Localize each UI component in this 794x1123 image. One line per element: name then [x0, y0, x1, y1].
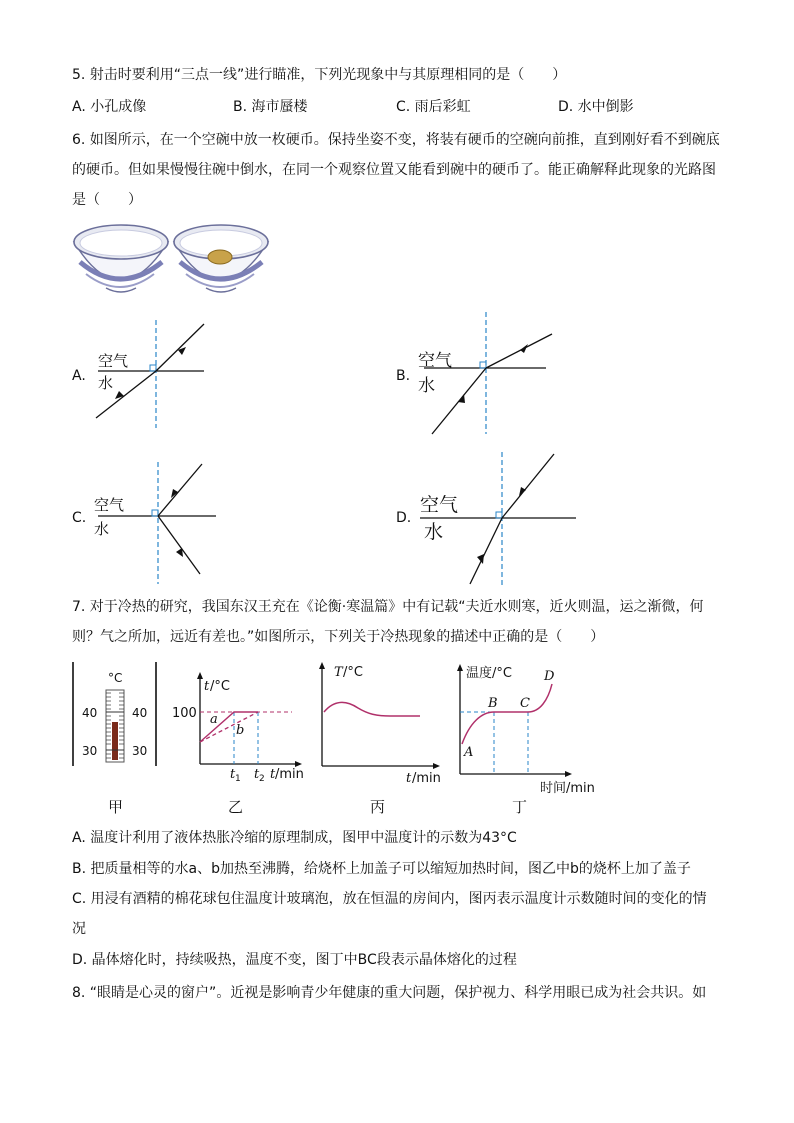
fig-ding-xlabel: 时间/min — [540, 781, 595, 796]
fig-bing-chart — [314, 660, 444, 786]
q6-diagram-c-air-label: 空气 — [94, 496, 125, 514]
bowls-illustration — [72, 220, 272, 298]
fig-yi-ylabel-unit: /°C — [210, 679, 230, 694]
fig-yi-xlabel-unit: /min — [275, 767, 304, 782]
bowl-with-coin — [174, 225, 268, 292]
q5-option-c: C. 雨后彩虹 — [396, 99, 471, 115]
q6-option-c-letter: C. — [72, 510, 87, 526]
q6-option-b-letter: B. — [396, 368, 411, 384]
q5-option-b: B. 海市蜃楼 — [233, 99, 308, 115]
q6-diagram-b-air-label: 空气 — [418, 351, 452, 371]
q6-diagram-a-water-label: 水 — [98, 374, 114, 392]
q6-option-a-letter: A. — [72, 368, 86, 384]
fig-jia-tick-30-right: 30 — [132, 744, 148, 758]
fig-bing-caption: 丙 — [370, 798, 386, 816]
fig-yi-curve-b-label: b — [236, 723, 245, 738]
q6-stem-line-3: 是（ ） — [72, 192, 142, 208]
q7-stem-line-1: 7. 对于冷热的研究，我国东汉王充在《论衡·寒温篇》中有记载“夫近水则寒，近火则温，运之渐微，何 — [72, 599, 704, 615]
q7-option-b: B. 把质量相等的水a、b加热至沸腾，给烧杯上加盖子可以缩短加热时间，图乙中b的烧杯上加了盖子 — [72, 861, 691, 877]
fig-jia-thermometer — [70, 660, 162, 770]
q6-diagram-a-air-label: 空气 — [98, 352, 129, 370]
fig-yi-chart — [170, 668, 310, 784]
fig-yi-xlabel-var: t — [270, 767, 276, 782]
fig-yi-t1-label: t — [230, 767, 236, 782]
q5-option-d: D. 水中倒影 — [558, 99, 634, 115]
fig-yi-curve-a-label: a — [210, 712, 218, 727]
q7-option-c-line-2: 况 — [72, 921, 86, 937]
q7-stem-line-2: 则？气之所加，远近有差也。”如图所示，下列关于冷热现象的描述中正确的是（ ） — [72, 629, 605, 645]
fig-yi-t2-label: t — [254, 767, 260, 782]
q7-option-a: A. 温度计利用了液体热胀冷缩的原理制成，图甲中温度计的示数为43°C — [72, 830, 517, 846]
fig-ding-caption: 丁 — [512, 798, 528, 816]
q6-diagram-c-water-label: 水 — [94, 520, 110, 538]
q6-option-d-letter: D. — [396, 510, 412, 526]
q8-stem: 8. “眼睛是心灵的窗户”。近视是影响青少年健康的重大问题，保护视力、科学用眼已成为社会共识。如 — [72, 985, 707, 1001]
q6-diagram-d-water-label: 水 — [424, 521, 444, 543]
fig-bing-ylabel-var: T — [334, 665, 343, 680]
fig-bing-xlabel-var: t — [406, 771, 412, 786]
fig-yi-caption: 乙 — [228, 798, 244, 816]
q6-diagram-d-air-label: 空气 — [420, 494, 459, 516]
q7-option-c-line-1: C. 用浸有酒精的棉花球包住温度计玻璃泡，放在恒温的房间内，图丙表示温度计示数随时间的变化的情 — [72, 891, 707, 907]
fig-yi-ylabel-var: t — [204, 679, 210, 694]
fig-ding-point-c: C — [520, 696, 530, 711]
fig-jia-tick-40-right: 40 — [132, 706, 148, 720]
q6-stem-line-1: 6. 如图所示，在一个空碗中放一枚硬币。保持坐姿不变，将装有硬币的空碗向前推，直到刚好看不到碗底 — [72, 132, 720, 148]
fig-bing-ylabel-unit: /°C — [343, 665, 363, 680]
fig-yi-t1-sub: 1 — [235, 774, 241, 784]
fig-jia-tick-30-left: 30 — [82, 744, 98, 758]
ray-diagram-b — [416, 310, 556, 436]
ray-diagram-c — [92, 460, 222, 586]
coin — [208, 250, 232, 264]
fig-yi-y-value: 100 — [172, 706, 197, 721]
q6-stem-line-2: 的硬币。但如果慢慢往碗中倒水，在同一个观察位置又能看到碗中的硬币了。能正确解释此现象的光路图 — [72, 162, 716, 178]
fig-yi-t2-sub: 2 — [259, 774, 265, 784]
fig-ding-point-d: D — [544, 669, 555, 684]
q7-option-d: D. 晶体熔化时，持续吸热，温度不变，图丁中BC段表示晶体熔化的过程 — [72, 952, 517, 968]
q6-diagram-b-water-label: 水 — [418, 376, 435, 396]
empty-bowl — [74, 225, 168, 292]
fig-ding-chart — [456, 660, 606, 796]
fig-bing-xlabel-unit: /min — [412, 771, 441, 786]
q5-option-a: A. 小孔成像 — [72, 99, 147, 115]
fig-jia-caption: 甲 — [108, 798, 124, 816]
fig-jia-tick-40-left: 40 — [82, 706, 98, 720]
fig-ding-point-a: A — [464, 745, 474, 760]
fig-ding-ylabel: 温度/°C — [466, 666, 512, 681]
q5-stem: 5. 射击时要利用“三点一线”进行瞄准，下列光现象中与其原理相同的是（ ） — [72, 67, 567, 83]
fig-ding-point-b: B — [488, 696, 498, 711]
fig-jia-unit: °C — [108, 671, 123, 685]
